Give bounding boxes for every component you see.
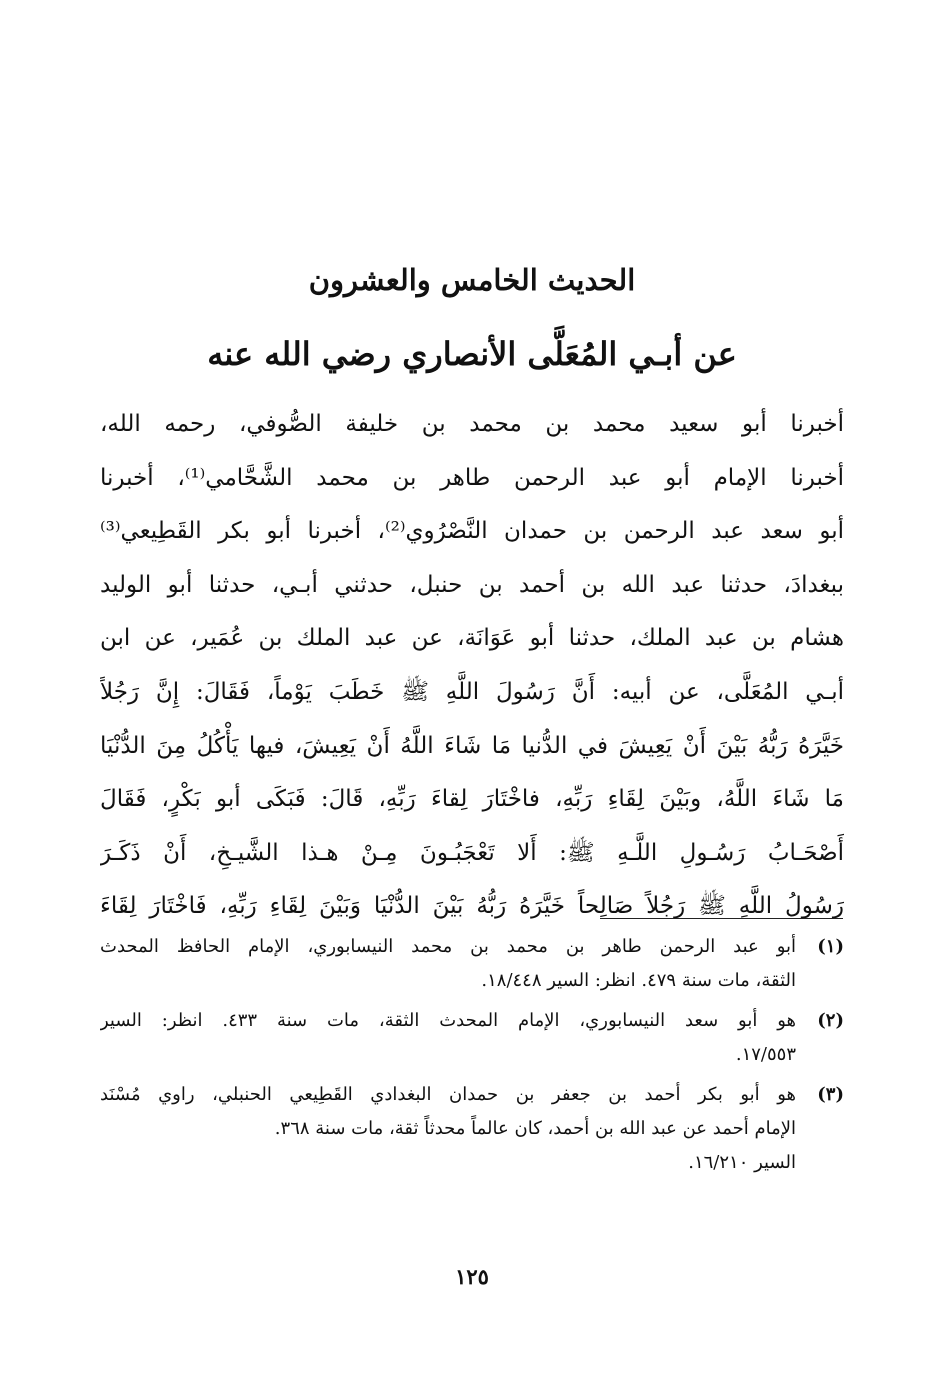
chapter-subtitle: عن أبـي المُعَلَّى الأنصاري رضي الله عنه: [207, 335, 737, 373]
text-line: هشام بن عبد الملك، حدثنا أبو عَوَانَة، عن عبد الملك بن عُمَير، عن ابن: [100, 625, 844, 652]
footnote-1: [100, 930, 844, 998]
footnote-3: [100, 1078, 844, 1180]
text-line: أخبرنا الإمام أبو عبد الرحمن طاهر بن محمد الشَّحَّامي⁽¹⁾، أخبرنا: [100, 464, 844, 491]
footnote-line: أبو عبد الرحمن طاهر بن محمد بن محمد النيسابوري، الإمام الحافظ المحدث: [100, 936, 796, 957]
footnote-line: السير ١٦/٢١٠.: [688, 1152, 796, 1173]
footnote-body: [100, 1004, 796, 1072]
text-line: أبو سعد عبد الرحمن بن حمدان النَّصْرُوي⁽²⁾، أخبرنا أبو بكر القَطِيعي⁽³⁾: [100, 518, 844, 545]
footnote-line: هو أبو سعد النيسابوري، الإمام المحدث الثقة، مات سنة ٤٣٣. انظر: السير: [100, 1010, 796, 1031]
footnote-line: الإمام أحمد عن عبد الله بن أحمد، كان عالماً محدثاً ثقة، مات سنة ٣٦٨.: [274, 1118, 796, 1139]
footnote-2: [100, 1004, 844, 1072]
page-number: ١٢٥: [455, 1264, 489, 1289]
text-line: أبـي المُعَلَّى، عن أبيه: أَنَّ رَسُولَ اللَّهِ ﷺ خَطَبَ يَوْماً، فَقَالَ: إِنَّ رَجُلاً: [100, 678, 844, 705]
footnote-divider: [600, 918, 843, 919]
chapter-title: الحديث الخامس والعشرون: [308, 263, 636, 297]
footnote-line: هو أبو بكر أحمد بن جعفر بن حمدان البغدادي القَطِيعي الحنبلي، راوي مُسْنَد: [100, 1084, 796, 1105]
text-line: ببغدادَ، حدثنا عبد الله بن أحمد بن حنبل، حدثني أبـي، حدثنا أبو الوليد: [100, 571, 844, 598]
hadith-text: [100, 398, 844, 934]
footnote-body: [100, 1078, 796, 1180]
footnote-line: الثقة، مات سنة ٤٧٩. انظر: السير ١٨/٤٤٨.: [481, 970, 796, 991]
text-line: أخبرنا أبو سعيد محمد بن محمد بن خليفة الصُّوفي، رحمه الله،: [100, 411, 844, 437]
text-line: خَيَّرَهُ رَبُّهُ بَيْنَ أَنْ يَعِيشَ في الدُّنيا مَا شَاءَ اللَّهُ أَنْ يَعِيشَ، فيها يَأْكُلُ مِنَ الدُّنْيَا: [100, 732, 844, 759]
text-line: أَصْحَـابُ رَسُـولِ اللَّـهِ ﷺ: أَلا تَعْجَبُـونَ مِـنْ هـذا الشَّيـخِ، أَنْ ذَكَـرَ: [100, 839, 844, 866]
footnote-body: [100, 930, 796, 998]
footnotes: [100, 930, 844, 1186]
footnote-line: ١٧/٥٥٣.: [735, 1044, 796, 1065]
text-line: رَسُولُ اللَّهِ ﷺ رَجُلاً صَالِحاً خَيَّرَهُ رَبُّهُ بَيْنَ الدُّنْيَا وَبَيْنَ لِقَاءِ رَبِّهِ، فَاخْتَارَ لِقَاءَ: [100, 893, 844, 920]
text-line: مَا شَاءَ اللَّهُ، وبَيْنَ لِقَاءِ رَبِّهِ، فاخْتَارَ لِقاءَ رَبِّهِ، قَالَ: فَبَكَى أبو بَكْرٍ، فَقَالَ: [100, 786, 844, 813]
footnote-marker: (٣): [817, 1084, 844, 1105]
footnote-marker: (٢): [817, 1010, 844, 1031]
footnote-marker: (١): [817, 936, 844, 957]
